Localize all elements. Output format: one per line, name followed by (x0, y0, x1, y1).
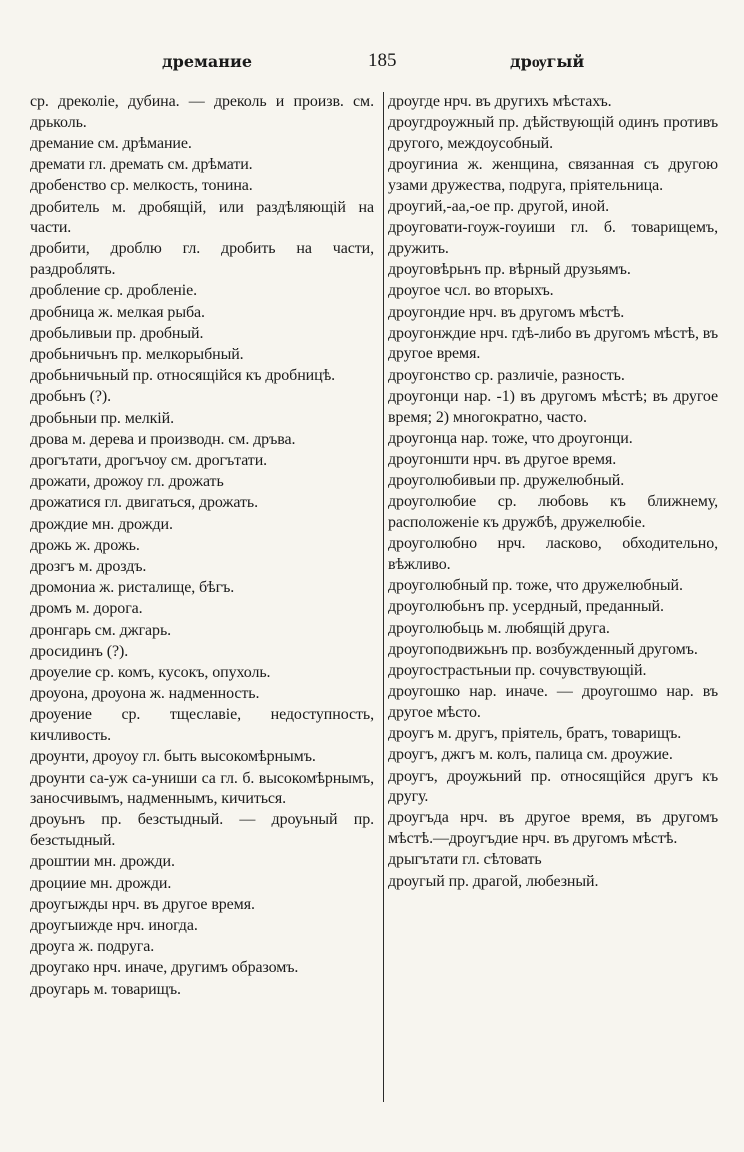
dictionary-entry: дроуговати-гоуж-гоуиши гл. б. товарищемъ, дружить. (388, 219, 718, 257)
dictionary-entry: дросидинъ (?). (30, 642, 129, 660)
dictionary-entry: дробити, дроблю гл. дробить на части, раздроблять. (30, 240, 374, 279)
dictionary-entry: дроугонждие нрч. гдѣ-либо въ другомъ мѣстѣ, въ другое время. (388, 324, 718, 363)
dictionary-entry: дробление ср. дробленіе. (30, 282, 197, 300)
dictionary-entry: дрожь ж. дрожь. (30, 536, 140, 554)
dictionary-entry: дронгарь см. джгарь. (30, 621, 172, 639)
dictionary-entry: дроугарь м. товарищъ. (30, 980, 181, 998)
dictionary-entry: дроугострастьныи пр. сочувствующій. (388, 661, 647, 679)
dictionary-entry: дроугонца нар. тоже, что дроугонци. (388, 429, 633, 447)
dictionary-entry: дроугондие нрч. въ другомъ мѣстѣ. (388, 303, 625, 321)
dictionary-entry: дроуголюбивыи пр. дружелюбный. (388, 472, 625, 490)
dictionary-entry: дромониа ж. ристалище, бѣгъ. (30, 579, 235, 597)
dictionary-entry: дроугъ, дроужьний пр. относящійся другъ къ другу. (388, 767, 718, 806)
dictionary-entry: дроуголюбьць м. любящій друга. (388, 619, 610, 637)
dictionary-entry: дрова м. дерева и производн. см. дръва. (30, 430, 296, 448)
dictionary-entry: дроугонци нар. -1) въ другомъ мѣстѣ; въ другое время; 2) многократно, часто. (388, 387, 718, 426)
dictionary-entry: дробьничьнъ пр. мелкорыбный. (30, 345, 244, 363)
left-column (30, 92, 374, 1001)
dictionary-entry: дробьливыи пр. дробный. (30, 324, 204, 342)
dictionary-entry: дробница ж. мелкая рыба. (30, 303, 205, 321)
dictionary-entry: дроуона, дроуона ж. надменность. (30, 685, 260, 703)
dictionary-entry: дроуголюбьнъ пр. усердный, преданный. (388, 598, 664, 616)
dictionary-entry: дроунти са-уж са-униши са гл. б. высокомѣрнымъ, заносчивымъ, надменнымъ, кичиться. (30, 769, 374, 808)
dictionary-entry: дрождие мн. дрожди. (30, 515, 173, 533)
dictionary-entry: дроугъда нрч. въ другое время, въ другомъ мѣстѣ.—дроугъдие нрч. въ другомъ мѣстѣ. (388, 809, 718, 848)
dictionary-entry: дрогътати, дрогъчоу см. дрогътати. (30, 451, 268, 469)
dictionary-entry: дроугъ, джгъ м. колъ, палица см. дроужие. (388, 746, 673, 764)
dictionary-entry: ср. дреколіе, дубина. — дреколь и произв. см. дрьколь. (30, 93, 374, 131)
dictionary-entry: дроуголюбие ср. любовь къ ближнему, расположеніе къ дружбѣ, дружелюбіе. (388, 493, 718, 532)
dictionary-entry: дроугий,-аа,-ое пр. другой, иной. (388, 198, 609, 216)
dictionary-entry: дроугыжды нрч. въ другое время. (30, 895, 255, 913)
dictionary-entry: дроугъ м. другъ, пріятель, братъ, товарищъ. (388, 725, 682, 743)
dictionary-entry: дробьныи пр. мелкій. (30, 409, 175, 427)
dictionary-entry: дроугоподвижьнъ пр. возбужденный другомъ. (388, 640, 698, 658)
dictionary-entry: дроугонство ср. различіе, разность. (388, 366, 625, 384)
dictionary-entry: дроугиниа ж. женщина, связанная съ другою узами дружества, подруга, пріятельница. (388, 156, 718, 194)
dictionary-entry: дрыгътати гл. сѣтовать (388, 851, 542, 869)
dictionary-entry: дроугде нрч. въ другихъ мѣстахъ. (388, 93, 612, 110)
dictionary-entry: дроштии мн. дрожди. (30, 853, 175, 871)
dictionary-entry: дремание см. дрѣмание. (30, 134, 192, 152)
dictionary-entry: дроуголюбный пр. тоже, что дружелюбный. (388, 577, 683, 595)
dictionary-entry: дроугдроужный пр. дѣйствующій одинъ противъ другого, междоусобный. (388, 114, 718, 152)
right-column (383, 92, 718, 1102)
page-header (30, 52, 720, 86)
dictionary-entry: дробьничьный пр. относящійся къ дробницѣ. (30, 367, 336, 385)
dictionary-entry: дромъ м. дорога. (30, 600, 143, 618)
page-number: 185 (368, 50, 397, 71)
dictionary-entry: дрозгъ м. дроздъ. (30, 557, 147, 575)
dictionary-entry: дроуелие ср. комъ, кусокъ, опухоль. (30, 663, 271, 681)
left-running-headword: дремание (162, 52, 253, 71)
dictionary-entry: дроугый пр. драгой, любезный. (388, 872, 599, 890)
dictionary-entry: дробенство ср. мелкость, тонина. (30, 177, 253, 195)
dictionary-entry: дремати гл. дремать см. дрѣмати. (30, 156, 253, 174)
dictionary-entry: дроуение ср. тщеславіе, недоступность, кичливость. (30, 706, 374, 745)
dictionary-entry: дроугое чсл. во вторыхъ. (388, 282, 554, 300)
dictionary-entry: дроугако нрч. иначе, другимъ образомъ. (30, 959, 299, 977)
dictionary-entry: дроугоншти нрч. въ другое время. (388, 450, 617, 468)
dictionary-entry: дроуьнъ пр. безстыдный. — дроуьный пр. безстыдный. (30, 811, 374, 850)
dictionary-entry: дроунти, дроуоу гл. быть высокомѣрнымъ. (30, 748, 316, 766)
dictionary-entry: дробьнъ (?). (30, 388, 111, 406)
dictionary-entry: дроциие мн. дрожди. (30, 874, 172, 892)
dictionary-entry: дроуголюбно нрч. ласково, обходительно, вѣжливо. (388, 535, 718, 573)
dictionary-entry: дроугошко нар. иначе. — дроугошмо нар. въ другое мѣсто. (388, 683, 718, 721)
dictionary-entry: дроуга ж. подруга. (30, 938, 155, 956)
dictionary-entry: дроугыижде нрч. иногда. (30, 916, 198, 934)
right-running-headword: дрѹгый (510, 52, 585, 71)
dictionary-entry: дрожати, дрожоу гл. дрожать (30, 473, 224, 491)
dictionary-entry: дроуговѣрьнъ пр. вѣрный друзьямъ. (388, 261, 631, 279)
dictionary-entry: дробитель м. дробящій, или раздѣляющій на части. (30, 198, 374, 237)
dictionary-entry: дрожатися гл. двигаться, дрожать. (30, 494, 258, 512)
